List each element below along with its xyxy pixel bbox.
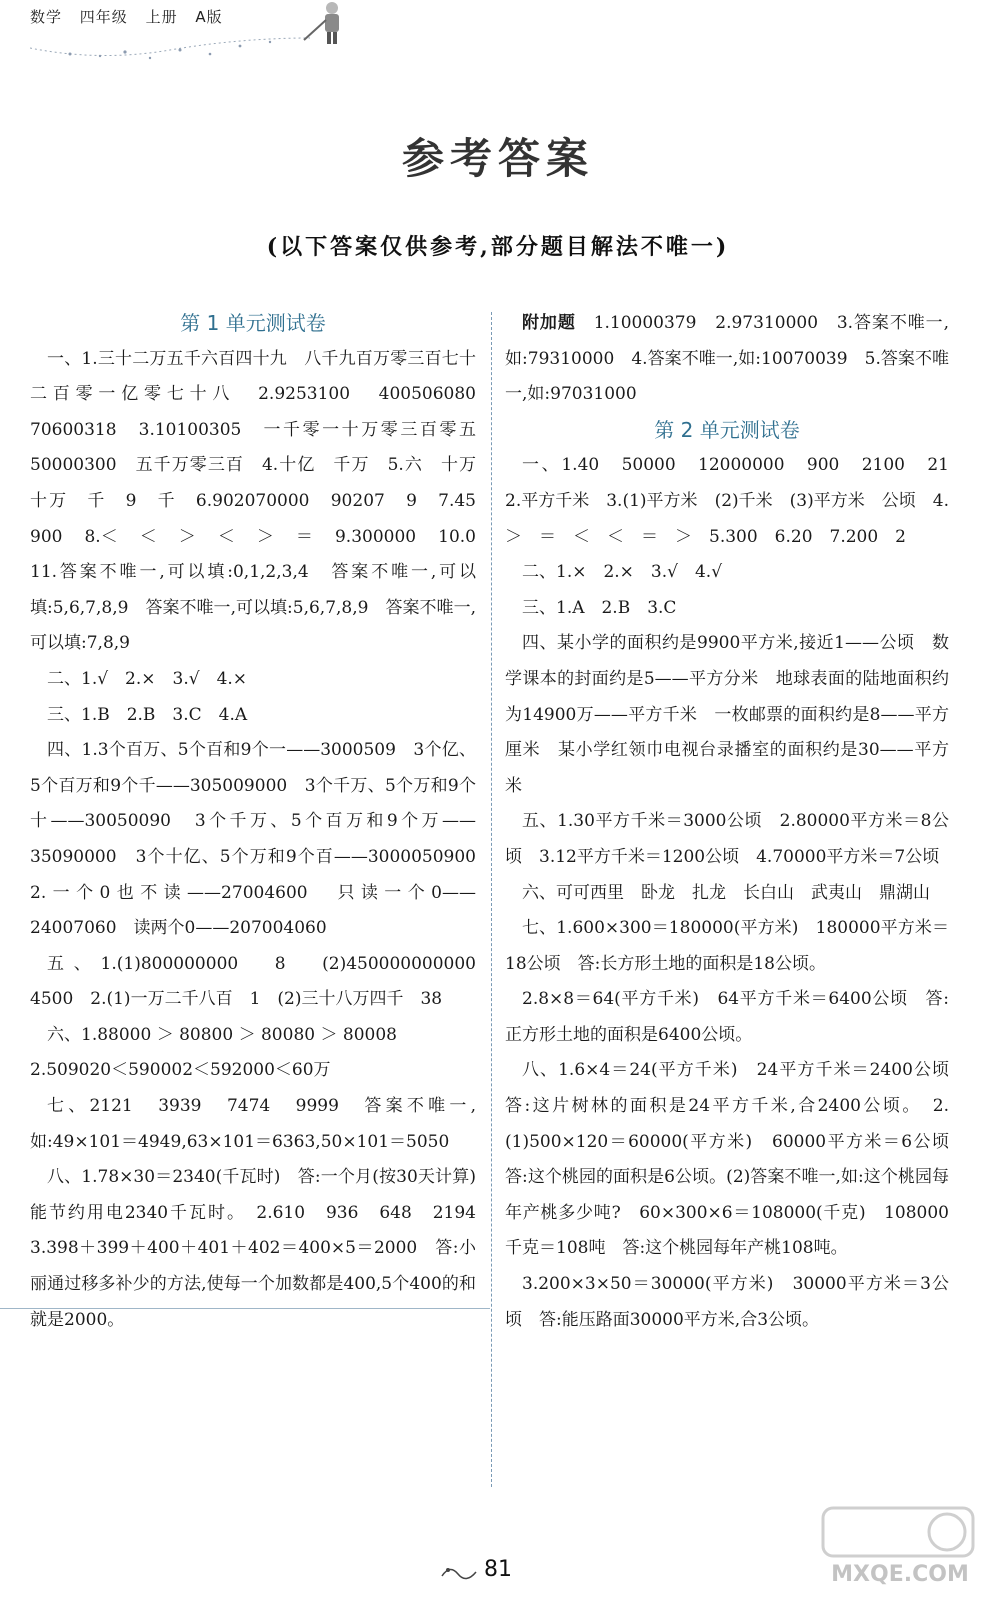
answer-paragraph: 二、1.× 2.× 3.√ 4.√	[522, 562, 723, 583]
answer-paragraph: 3.200×3×50＝30000(平方米) 30000平方米＝3公顷 答:能压路面30000平方米,合3公顷。	[505, 1274, 949, 1330]
answer-paragraph: 一、1.40 50000 12000000 900 2100 21 2.平方千米 3.(1)平方米 (2)千米 (3)平方米 公顷 4.＞ ＝ ＜ ＜ ＝ ＞ 5.300 6.20 7.200 2	[505, 455, 966, 547]
answer-paragraph: 三、1.B 2.B 3.C 4.A	[47, 704, 248, 725]
answer-paragraph: 四、某小学的面积约是9900平方米,接近1——公顷 数学课本的封面约是5——平方分米 地球表面的陆地面积约为14900万——平方千米 一枚邮票的面积约是8——平方厘米 某小学红领巾电视台录播室的面积约是30——平方米	[505, 633, 949, 796]
answer-paragraph: 八、1.78×30＝2340(千瓦时) 答:一个月(按30天计算)能节约用电2340千瓦时。 2.610 936 648 2194 3.398＋399＋400＋401＋402＝400×5＝2000 答:小丽通过移多补少的方法,使每一个加数都是400,5个400的和就是2000。	[30, 1167, 493, 1330]
extra-question-label: 附加题	[522, 313, 576, 333]
answer-paragraph: 七、2121 3939 7474 9999 答案不唯一,如:49×101＝4949,63×101＝6363,50×101＝5050	[30, 1096, 476, 1152]
extra-question-paragraph	[505, 306, 949, 413]
column-divider	[491, 312, 492, 1487]
watermark-icon	[815, 1500, 985, 1562]
unit1-title: 第 1 单元测试卷	[180, 311, 326, 335]
header-grade: 四年级	[79, 8, 128, 26]
page-number: 81	[484, 1557, 512, 1582]
right-column	[505, 306, 966, 1338]
answer-paragraph: 七、1.600×300＝180000(平方米) 180000平方米＝18公顷 答:长方形土地的面积是18公顷。	[505, 918, 949, 974]
running-header	[30, 6, 235, 27]
unit2-title: 第 2 单元测试卷	[654, 417, 800, 442]
answer-paragraph: 五、1.30平方千米＝3000公顷 2.80000平方米＝8公顷 3.12平方千米＝1200公顷 4.70000平方米＝7公顷	[505, 811, 949, 867]
header-edition: A版	[195, 8, 223, 26]
answer-paragraph: 六、1.88000 ＞ 80800 ＞ 80080 ＞ 80008	[47, 1024, 397, 1045]
header-decoration-icon	[30, 30, 310, 70]
answer-paragraph: 二、1.√ 2.× 3.√ 4.×	[47, 668, 248, 689]
watermark-logo	[815, 1500, 985, 1595]
answer-paragraph: 五、1.(1)800000000 8 (2)450000000000 4500 2.(1)一万二千八百 1 (2)三十八万四千 38	[30, 953, 493, 1010]
page-subtitle: (以下答案仅供参考,部分题目解法不唯一)	[266, 234, 730, 260]
answer-paragraph: 六、可可西里 卧龙 扎龙 长白山 武夷山 鼎湖山	[522, 882, 930, 903]
answer-paragraph: 三、1.A 2.B 3.C	[522, 597, 677, 618]
page-title: 参考答案	[401, 134, 594, 183]
answer-paragraph: 2.509020＜590002＜592000＜60万	[30, 1060, 331, 1081]
answer-paragraph: 八、1.6×4＝24(平方千米) 24平方千米＝2400公顷 答:这片树林的面积是24平方千米,合2400公顷。 2.(1)500×120＝60000(平方米) 60000平方米＝6公顷 答:这个桃园的面积是6公顷。(2)答案不唯一,如:这个桃园每年产桃多少吨? 60×300×6＝108000(千克) 108000千克＝108吨 答:这个桃园每年产桃108吨。	[505, 1060, 966, 1259]
child-figure-icon	[296, 0, 356, 46]
header-subject: 数学	[30, 8, 63, 26]
extra-question-text: 1.10000379 2.97310000 3.答案不唯一,如:79310000 4.答案不唯一,如:10070039 5.答案不唯一,如:97031000	[505, 313, 950, 405]
watermark-text: MXQE.COM	[831, 1562, 969, 1587]
answer-paragraph: 四、1.3个百万、5个百和9个一——3000509 3个亿、5个百万和9个千——305009000 3个千万、5个万和9个十——30050090 3个千万、5个百万和9个万——35090000 3个十亿、5个万和9个百——3000050900 2.一个0也不读——27004600 只读一个0——24007060 读两个0——207004060	[30, 740, 493, 939]
header-volume: 上册	[145, 8, 178, 26]
left-column	[30, 306, 493, 1338]
answer-paragraph: 一、1.三十二万五千六百四十九 八千九百万零三百七十 二百零一亿零七十八 2.9253100 400506080 70600318 3.10100305 一千零一十万零三百零五 50000300 五千万零三百 4.十亿 千万 5.六 十万 十万 千 9 千 6.902070000 90207 9 7.45 900 8.＜ ＜ ＞ ＜ ＞ ＝ 9.300000 10.0 11.答案不唯一,可以填:0,1,2,3,4 答案不唯一,可以填:5,6,7,8,9 答案不唯一,可以填:5,6,7,8,9 答案不唯一,可以填:7,8,9	[30, 348, 493, 654]
answer-paragraph: 2.8×8＝64(平方千米) 64平方千米＝6400公顷 答:正方形土地的面积是6400公顷。	[505, 989, 949, 1045]
